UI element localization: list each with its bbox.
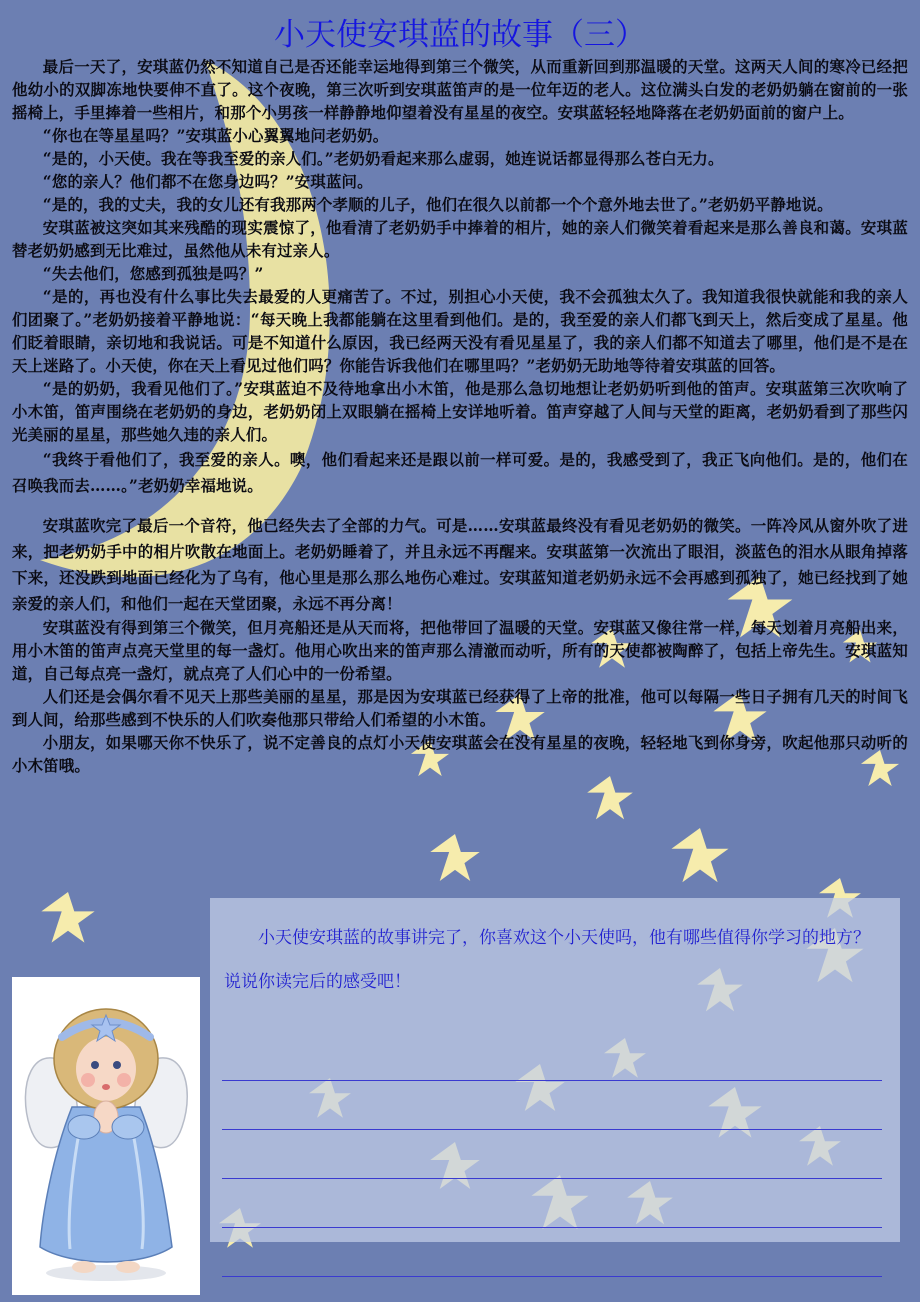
story-paragraph: 小朋友，如果哪天你不快乐了，说不定善良的点灯小天使安琪蓝会在没有星星的夜晚，轻轻地飞到你身旁，吹起他那只动听的小木笛哦。 [12,734,908,775]
answer-line[interactable] [222,1228,882,1277]
story-content [12,14,908,778]
story-paragraph: “是的，再也没有什么事比失去最爱的人更痛苦了。不过，别担心小天使，我不会孤独太久了。我知道我很快就能和我的亲人们团聚了。”老奶奶接着平静地说：“每天晚上我都能躺在这里看到他们。是的，我至爱的亲人们都飞到天上，然后变成了星星。他们眨着眼睛，亲切地和我说话。可是不知道什么原因，我已经两天没有看见星星了，我的亲人们都不知道去了哪里，他们是不是在天上迷路了。小天使，你在天上看见过他们吗？你能告诉我他们在哪里吗？”老奶奶无助地等待着安琪蓝的回答。 [12,288,908,375]
story-paragraph: “我终于看他们了，我至爱的亲人。噢，他们看起来还是跟以前一样可爱。是的，我感受到了，我正飞向他们。是的，他们在召唤我而去……。”老奶奶幸福地说。 [12,451,908,495]
story-paragraph: 人们还是会偶尔看不见天上那些美丽的星星，那是因为安琪蓝已经获得了上帝的批准，他可以每隔一些日子拥有几天的时间飞到人间，给那些感到不快乐的人们吹奏他那只带给人们希望的小木笛。 [12,688,908,729]
page-title: 小天使安琪蓝的故事（三） [274,17,646,53]
story-paragraph: 安琪蓝没有得到第三个微笑，但月亮船还是从天而将，把他带回了温暖的天堂。安琪蓝又像往常一样，每天划着月亮船出来，用小木笛的笛声点亮天堂里的每一盏灯。他用心吹出来的笛声那么清澈而动听，所有的天使都被陶醉了，包括上帝先生。安琪蓝知道，自己每点亮一盏灯，就点亮了人们心中的一份希望。 [12,619,908,683]
story-paragraph: “是的，小天使。我在等我至爱的亲人们。”老奶奶看起来那么虚弱，她连说话都显得那么苍白无力。 [42,150,724,168]
story-paragraph: 安琪蓝吹完了最后一个音符，他已经失去了全部的力气。可是……安琪蓝最终没有看见老奶奶的微笑。一阵冷风从窗外吹了进来，把老奶奶手中的相片吹散在地面上。老奶奶睡着了，并且永远不再醒来。安琪蓝第一次流出了眼泪，淡蓝色的泪水从眼角掉落下来，还没跌到地面已经化为了乌有，他心里是那么那么地伤心难过。安琪蓝知道老奶奶永远不会再感到孤独了，她已经找到了她亲爱的亲人们，和他们一起在天堂团聚，永远不再分离！ [12,517,908,613]
story-paragraph: 最后一天了，安琪蓝仍然不知道自己是否还能幸运地得到第三个微笑，从而重新回到那温暖的天堂。这两天人间的寒冷已经把他幼小的双脚冻地快要伸不直了。这个夜晚，第三次听到安琪蓝笛声的是一位年迈的老人。这位满头白发的老奶奶躺在窗前的一张摇椅上，手里捧着一些相片，和那个小男孩一样静静地仰望着没有星星的夜空。安琪蓝轻轻地降落在老奶奶面前的窗户上。 [12,58,908,122]
angel-illustration [12,977,200,1295]
question-text: 小天使安琪蓝的故事讲完了，你喜欢这个小天使吗，他有哪些值得你学习的地方？说说你读完后的感受吧！ [224,928,870,992]
answer-line[interactable] [222,1081,882,1130]
story-paragraph: 安琪蓝被这突如其来残酷的现实震惊了，他看清了老奶奶手中捧着的相片，她的亲人们微笑着看起来是那么善良和蔼。安琪蓝替老奶奶感到无比难过，虽然他从未有过亲人。 [12,219,908,260]
answer-line[interactable] [222,1130,882,1179]
answer-line[interactable] [222,1179,882,1228]
story-paragraph: “你也在等星星吗？”安琪蓝小心翼翼地问老奶奶。 [42,127,389,145]
question-box [210,898,900,1242]
story-paragraph: “是的，我的丈夫，我的女儿还有我那两个孝顺的儿子，他们在很久以前都一个个意外地去世了。”老奶奶平静地说。 [42,196,833,214]
answer-lines [222,1032,882,1277]
answer-line[interactable] [222,1032,882,1081]
story-text [12,56,908,778]
story-paragraph: “失去他们，您感到孤独是吗？” [42,265,264,283]
angel-icon [12,977,200,1295]
story-paragraph: “您的亲人？他们都不在您身边吗？”安琪蓝问。 [42,173,373,191]
story-paragraph: “是的奶奶，我看见他们了。”安琪蓝迫不及待地拿出小木笛，他是那么急切地想让老奶奶听到他的笛声。安琪蓝第三次吹响了小木笛，笛声围绕在老奶奶的身边，老奶奶闭上双眼躺在摇椅上安详地听着。笛声穿越了人间与天堂的距离，老奶奶看到了那些闪光美丽的星星，那些她久违的亲人们。 [12,380,908,444]
